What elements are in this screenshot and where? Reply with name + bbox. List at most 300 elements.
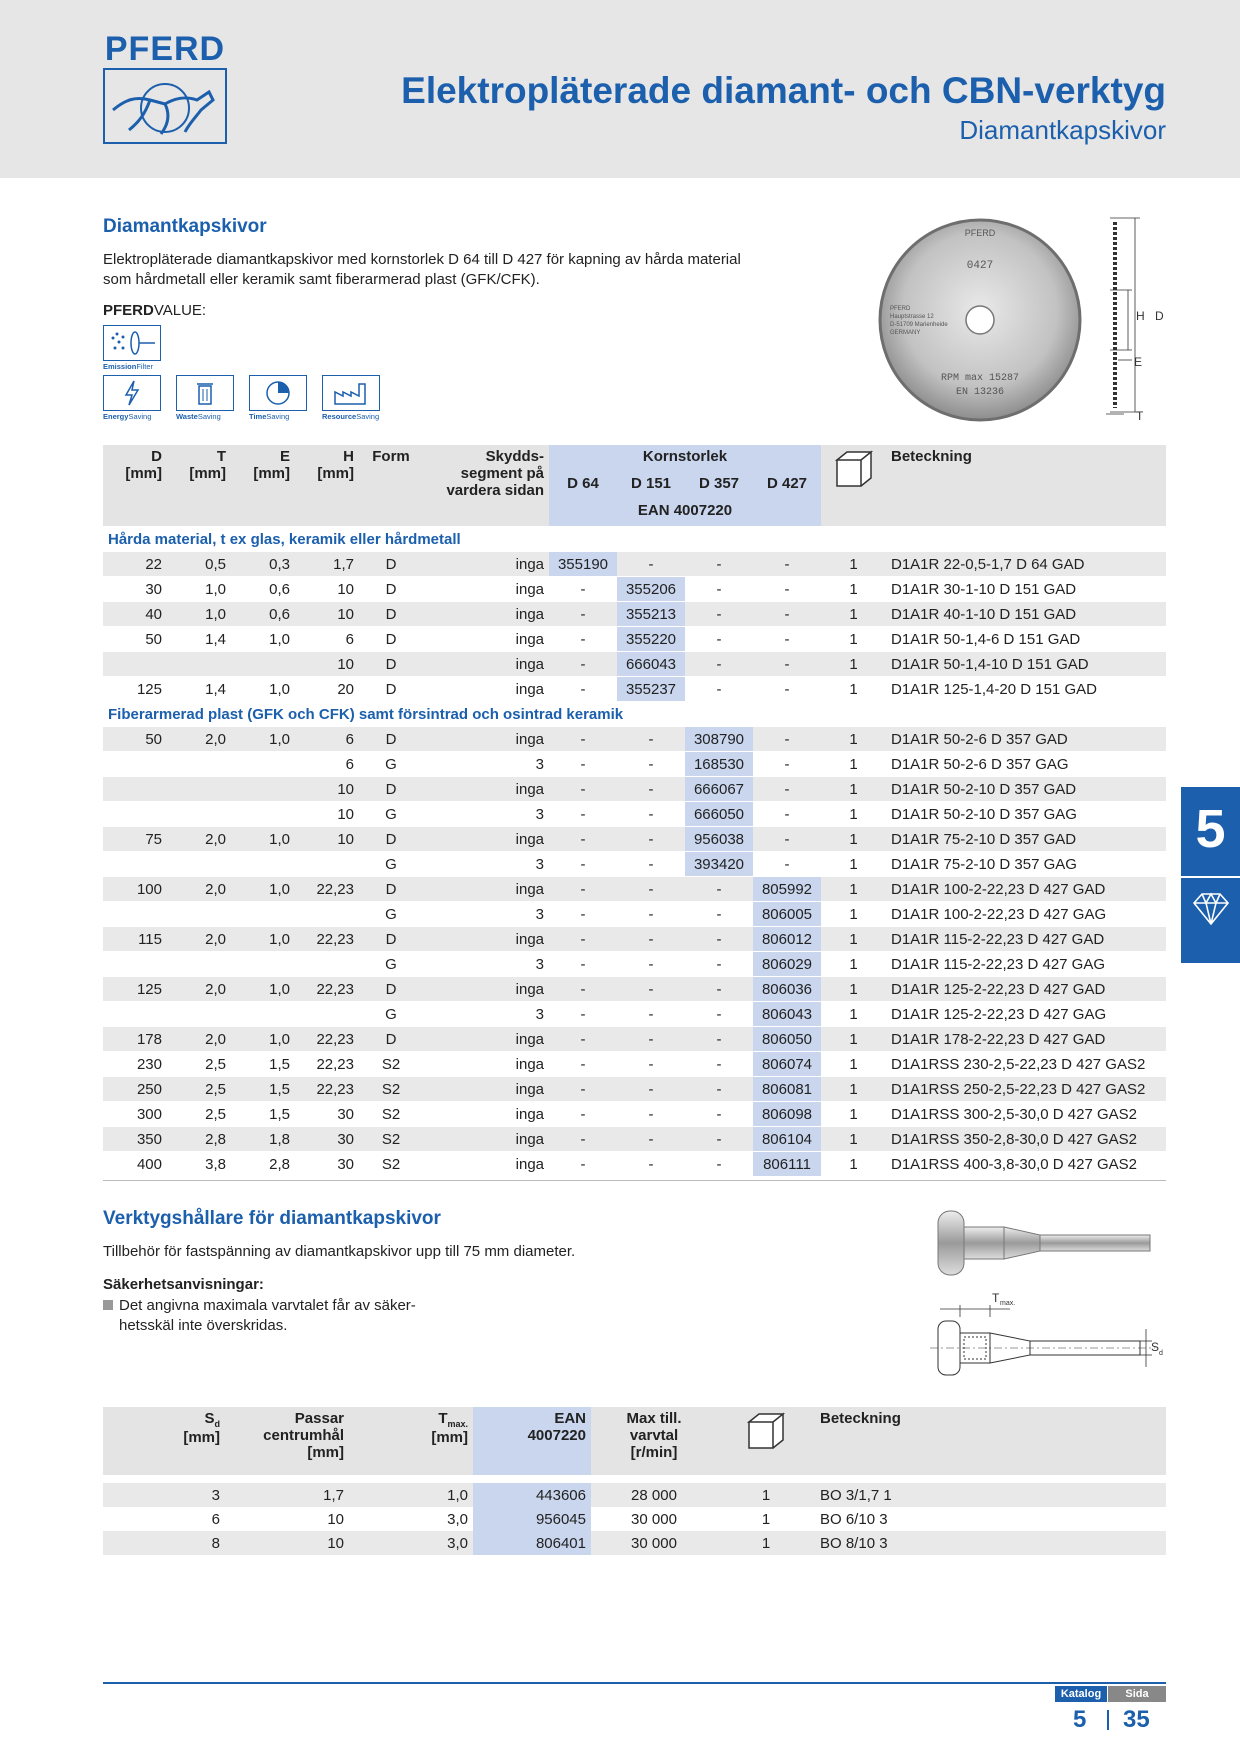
bullet-square-icon xyxy=(103,1300,113,1310)
safety-line2: hetsskäl inte överskridas. xyxy=(119,1317,288,1334)
table-cell: 1 xyxy=(821,927,886,952)
pferd-value-suffix: VALUE: xyxy=(153,302,207,319)
header-skydd1: Skydds- xyxy=(485,448,544,465)
table-cell: 125 xyxy=(103,977,167,1002)
section-divider xyxy=(103,1180,1166,1181)
table-cell xyxy=(167,952,231,977)
dim-d-label: D xyxy=(1155,309,1164,323)
table-cell: 178 xyxy=(103,1027,167,1052)
table-cell: - xyxy=(549,977,617,1002)
table-cell: - xyxy=(617,977,685,1002)
table-cell: - xyxy=(685,652,753,677)
table-row xyxy=(103,952,1166,977)
col-d357-header: D 357 xyxy=(685,472,753,499)
footer-line xyxy=(103,1682,1166,1684)
table-cell: inga xyxy=(423,777,549,802)
disc-grit-text: 0427 xyxy=(966,260,994,272)
table-row xyxy=(103,802,1166,827)
table-cell: - xyxy=(685,927,753,952)
header-tmax: T xyxy=(438,1410,448,1427)
table-cell: 28 000 xyxy=(591,1483,717,1507)
disc-addr4-text: GERMANY xyxy=(890,330,921,336)
table-cell: G xyxy=(359,852,423,877)
table-cell: 75 xyxy=(103,827,167,852)
table-cell: 806098 xyxy=(753,1102,821,1127)
table-cell: inga xyxy=(423,602,549,627)
table-cell: 355213 xyxy=(617,602,685,627)
table-cell: 30 xyxy=(103,577,167,602)
safety-title: Säkerhetsanvisningar: xyxy=(103,1276,264,1293)
footer-sida-label: Sida xyxy=(1108,1686,1166,1702)
table-cell: - xyxy=(617,777,685,802)
col-skydd-header xyxy=(423,445,549,527)
page-title: Elektropläterade diamant- och CBN-verktyg xyxy=(401,70,1166,111)
table-row xyxy=(103,1002,1166,1027)
table-cell: D1A1R 40-1-10 D 151 GAD xyxy=(886,602,1166,627)
table-cell: D1A1R 125-2-22,23 D 427 GAD xyxy=(886,977,1166,1002)
table-cell: 806081 xyxy=(753,1077,821,1102)
table-cell: - xyxy=(549,927,617,952)
safety-line1-text: Det angivna maximala varvtalet får av säker- xyxy=(119,1297,416,1314)
table-cell: - xyxy=(753,802,821,827)
table-cell: 1 xyxy=(821,1002,886,1027)
table-cell: 3 xyxy=(423,1002,549,1027)
table-cell: - xyxy=(753,602,821,627)
table-cell: - xyxy=(685,1027,753,1052)
table-cell: 1 xyxy=(821,1127,886,1152)
col-kornstorlek-header: Kornstorlek xyxy=(549,445,821,472)
header-e: E xyxy=(279,448,290,465)
table-cell: D xyxy=(359,777,423,802)
emission-filter-icon xyxy=(103,325,161,371)
table-cell: 6 xyxy=(295,627,359,652)
table-cell: D1A1R 100-2-22,23 D 427 GAG xyxy=(886,902,1166,927)
dim-t-label: T xyxy=(1136,409,1144,423)
table-cell: 1 xyxy=(821,902,886,927)
table-cell xyxy=(231,852,295,877)
table-cell: 355206 xyxy=(617,577,685,602)
col-ean2-header xyxy=(473,1407,591,1475)
page-header xyxy=(0,0,1240,178)
table-cell: 22,23 xyxy=(295,1077,359,1102)
table-cell: - xyxy=(549,752,617,777)
table-cell: 2,0 xyxy=(167,977,231,1002)
table-row xyxy=(103,727,1166,752)
table-cell xyxy=(103,652,167,677)
table-cell: - xyxy=(617,827,685,852)
table-cell: G xyxy=(359,752,423,777)
diamond-icon xyxy=(1190,891,1232,927)
header-skydd2: segment på xyxy=(460,465,544,482)
table-row xyxy=(103,1027,1166,1052)
table-cell: - xyxy=(549,877,617,902)
table-cell: 1,8 xyxy=(231,1127,295,1152)
table-cell: 2,0 xyxy=(167,827,231,852)
table-cell: 2,5 xyxy=(167,1052,231,1077)
table-cell: 1 xyxy=(821,577,886,602)
table-cell xyxy=(167,1002,231,1027)
table-group-row xyxy=(103,527,1166,552)
table-cell: - xyxy=(549,1052,617,1077)
header-unit: [mm] xyxy=(253,465,290,482)
icon-label-suffix: Saving xyxy=(356,412,380,421)
table-cell: inga xyxy=(423,627,549,652)
table-cell: - xyxy=(617,1102,685,1127)
table-cell: - xyxy=(549,677,617,702)
icon-label-name: Emission xyxy=(103,362,137,371)
footer-katalog-label: Katalog xyxy=(1055,1686,1107,1702)
table-cell: - xyxy=(549,652,617,677)
resource-saving-icon xyxy=(322,375,380,421)
table-cell: S2 xyxy=(359,1127,423,1152)
icon-label-suffix: Saving xyxy=(197,412,221,421)
table-cell: 10 xyxy=(225,1531,349,1555)
table-cell: 308790 xyxy=(685,727,753,752)
table-cell: 1,7 xyxy=(225,1483,349,1507)
col-maxvarvtal-header xyxy=(591,1407,717,1475)
icon-label-suffix: Saving xyxy=(128,412,152,421)
table-cell: - xyxy=(685,627,753,652)
table-cell: - xyxy=(617,952,685,977)
holder-text: Tillbehör för fastspänning av diamantkapskivor upp till 75 mm diameter. xyxy=(103,1243,576,1260)
table-cell: - xyxy=(685,1102,753,1127)
table-cell: 300 xyxy=(103,1102,167,1127)
header-ean2: 4007220 xyxy=(527,1427,586,1444)
dim-tmax-sub: max. xyxy=(1000,1300,1016,1307)
table-cell: - xyxy=(685,1052,753,1077)
table-cell: 30 xyxy=(295,1127,359,1152)
header-ean1: EAN xyxy=(554,1410,586,1427)
header-max3: [r/min] xyxy=(630,1444,678,1461)
header-passar3: [mm] xyxy=(307,1444,344,1461)
table-cell xyxy=(231,752,295,777)
table-cell xyxy=(295,952,359,977)
table-cell: D1A1RSS 250-2,5-22,23 D 427 GAS2 xyxy=(886,1077,1166,1102)
table-row xyxy=(103,752,1166,777)
table-cell: - xyxy=(549,577,617,602)
icon-label-suffix: Filter xyxy=(136,362,154,371)
table-cell: 806104 xyxy=(753,1127,821,1152)
table-cell: 666050 xyxy=(685,802,753,827)
col-ean-header: EAN 4007220 xyxy=(549,499,821,527)
table-row xyxy=(103,902,1166,927)
table-cell: 1 xyxy=(821,552,886,577)
table-row xyxy=(103,552,1166,577)
table-cell: G xyxy=(359,802,423,827)
table-cell: 10 xyxy=(295,802,359,827)
table-cell: D1A1R 50-1,4-6 D 151 GAD xyxy=(886,627,1166,652)
table-cell xyxy=(167,902,231,927)
table-cell: 10 xyxy=(295,602,359,627)
col-d427-header: D 427 xyxy=(753,472,821,499)
table-cell: 3 xyxy=(423,752,549,777)
table-cell: 1 xyxy=(821,802,886,827)
package-icon xyxy=(717,1407,815,1475)
chapter-side-tab xyxy=(1181,787,1240,963)
table-cell xyxy=(167,752,231,777)
table-cell: G xyxy=(359,1002,423,1027)
table-cell: inga xyxy=(423,1102,549,1127)
table-row xyxy=(103,1507,1166,1531)
dim-h-label: H xyxy=(1136,309,1145,323)
table-cell: D xyxy=(359,877,423,902)
table-cell: 230 xyxy=(103,1052,167,1077)
table-cell: 168530 xyxy=(685,752,753,777)
table-cell: inga xyxy=(423,727,549,752)
table-cell: 956038 xyxy=(685,827,753,852)
table-cell: 350 xyxy=(103,1127,167,1152)
table-cell: 3 xyxy=(423,952,549,977)
table-cell: - xyxy=(685,602,753,627)
table-cell: - xyxy=(549,902,617,927)
table-cell: D1A1R 178-2-22,23 D 427 GAD xyxy=(886,1027,1166,1052)
table-cell: 22,23 xyxy=(295,1052,359,1077)
table-row xyxy=(103,1052,1166,1077)
table-cell: 806012 xyxy=(753,927,821,952)
table-cell: 10 xyxy=(295,577,359,602)
header-unit: [mm] xyxy=(317,465,354,482)
table-cell: 1,0 xyxy=(231,827,295,852)
table-cell: 806111 xyxy=(753,1152,821,1177)
table-cell: - xyxy=(753,852,821,877)
table-cell: 1 xyxy=(821,727,886,752)
table-cell: D1A1RSS 300-2,5-30,0 D 427 GAS2 xyxy=(886,1102,1166,1127)
table-cell: 1,0 xyxy=(231,677,295,702)
table-cell: 6 xyxy=(295,752,359,777)
table-cell: 1 xyxy=(821,677,886,702)
table-cell: 8 xyxy=(103,1531,225,1555)
table-cell: - xyxy=(549,852,617,877)
dim-tmax-label: T xyxy=(992,1291,1000,1305)
table-cell: 6 xyxy=(103,1507,225,1531)
table-cell: 22 xyxy=(103,552,167,577)
table-cell: 10 xyxy=(295,827,359,852)
table-row xyxy=(103,977,1166,1002)
table-row xyxy=(103,877,1166,902)
table-cell xyxy=(103,952,167,977)
table-cell: 956045 xyxy=(473,1507,591,1531)
table-cell xyxy=(167,777,231,802)
table-cell: - xyxy=(617,1127,685,1152)
intro-text-line2: som hårdmetall eller keramik samt fiberarmerad plast (GFK/CFK). xyxy=(103,271,540,288)
table-cell: - xyxy=(617,852,685,877)
group-title: Fiberarmerad plast (GFK och CFK) samt försintrad och osintrad keramik xyxy=(103,702,1166,727)
col-d64-header: D 64 xyxy=(549,472,617,499)
table-cell: S2 xyxy=(359,1102,423,1127)
table-group-row xyxy=(103,702,1166,727)
table-cell: inga xyxy=(423,877,549,902)
dim-e-label: E xyxy=(1134,355,1143,369)
waste-saving-icon xyxy=(176,375,234,421)
disc-addr3-text: D-51709 Marienheide xyxy=(890,322,948,328)
chapter-number: 5 xyxy=(1195,799,1226,859)
table-cell: 1 xyxy=(821,1102,886,1127)
table-cell: D1A1R 50-1,4-10 D 151 GAD xyxy=(886,652,1166,677)
table-cell: D xyxy=(359,927,423,952)
table-cell: 1 xyxy=(717,1531,815,1555)
header-unit: [mm] xyxy=(125,465,162,482)
table-cell xyxy=(295,902,359,927)
table-cell: 20 xyxy=(295,677,359,702)
table-cell: 806005 xyxy=(753,902,821,927)
table-cell: - xyxy=(617,927,685,952)
table-cell: - xyxy=(617,1027,685,1052)
table-cell: 0,5 xyxy=(167,552,231,577)
table-cell: G xyxy=(359,952,423,977)
icon-label-suffix: Saving xyxy=(266,412,290,421)
pferd-logo xyxy=(103,32,227,143)
table-cell: 2,0 xyxy=(167,1027,231,1052)
table-cell: 1,0 xyxy=(231,927,295,952)
table-cell: - xyxy=(617,727,685,752)
table-cell xyxy=(231,952,295,977)
table-cell: - xyxy=(549,1002,617,1027)
table-cell xyxy=(167,802,231,827)
table-cell: D1A1R 125-2-22,23 D 427 GAG xyxy=(886,1002,1166,1027)
table-cell: - xyxy=(685,1002,753,1027)
table2-header-row xyxy=(103,1407,1166,1475)
group-title: Hårda material, t ex glas, keramik eller hårdmetall xyxy=(103,527,1166,552)
table-cell: 355190 xyxy=(549,552,617,577)
table-cell: 1,4 xyxy=(167,677,231,702)
table-cell: 22,23 xyxy=(295,927,359,952)
table-row xyxy=(103,1077,1166,1102)
table-cell: BO 8/10 3 xyxy=(815,1531,1166,1555)
table-cell: 1,0 xyxy=(231,727,295,752)
table-cell: 1,4 xyxy=(167,627,231,652)
table-cell xyxy=(295,852,359,877)
table-cell: 393420 xyxy=(685,852,753,877)
table-cell: 30 xyxy=(295,1102,359,1127)
table-cell: D xyxy=(359,652,423,677)
table-cell: 1 xyxy=(821,827,886,852)
table-cell: 1,0 xyxy=(231,877,295,902)
table-cell xyxy=(103,852,167,877)
header-skydd3: vardera sidan xyxy=(446,482,544,499)
table-cell: - xyxy=(753,777,821,802)
table-cell: - xyxy=(753,827,821,852)
table-cell: - xyxy=(617,1152,685,1177)
table-cell: 40 xyxy=(103,602,167,627)
table-cell: - xyxy=(685,577,753,602)
table-header-row xyxy=(103,445,1166,472)
table-cell: D1A1R 115-2-22,23 D 427 GAD xyxy=(886,927,1166,952)
table-cell: 1 xyxy=(821,852,886,877)
table-cell: - xyxy=(753,677,821,702)
table-cell xyxy=(167,652,231,677)
icon-label-name: Waste xyxy=(176,412,198,421)
table-cell: inga xyxy=(423,1127,549,1152)
col-h-header xyxy=(295,445,359,527)
table-row xyxy=(103,1152,1166,1177)
table-row xyxy=(103,827,1166,852)
table-cell: - xyxy=(617,552,685,577)
table-row xyxy=(103,1102,1166,1127)
icon-label-name: Resource xyxy=(322,412,357,421)
table-cell: D1A1R 50-2-6 D 357 GAG xyxy=(886,752,1166,777)
table-cell: - xyxy=(685,902,753,927)
table-cell: D xyxy=(359,552,423,577)
table-cell: inga xyxy=(423,1027,549,1052)
col-beteckning-header: Beteckning xyxy=(886,445,1166,527)
table-cell: inga xyxy=(423,1052,549,1077)
table-cell: 806043 xyxy=(753,1002,821,1027)
table-cell: 806036 xyxy=(753,977,821,1002)
table-row xyxy=(103,1531,1166,1555)
table-cell: 1 xyxy=(821,627,886,652)
table-cell: D xyxy=(359,577,423,602)
col-sd-header xyxy=(103,1407,225,1475)
table-cell: D1A1R 50-2-10 D 357 GAD xyxy=(886,777,1166,802)
table-cell xyxy=(167,852,231,877)
table-cell: - xyxy=(753,752,821,777)
package-icon xyxy=(821,445,886,527)
table-cell: D1A1R 30-1-10 D 151 GAD xyxy=(886,577,1166,602)
table-cell: D xyxy=(359,727,423,752)
table-row xyxy=(103,677,1166,702)
disc-addr2-text: Hauptstrasse 12 xyxy=(890,314,934,320)
diamond-disc-image xyxy=(870,210,1170,430)
col-d151-header: D 151 xyxy=(617,472,685,499)
table-cell: - xyxy=(617,877,685,902)
table-cell: 1 xyxy=(821,752,886,777)
table-cell: 1,0 xyxy=(231,977,295,1002)
table-row xyxy=(103,852,1166,877)
table-cell: D1A1R 115-2-22,23 D 427 GAG xyxy=(886,952,1166,977)
table-cell: - xyxy=(753,552,821,577)
table-cell: inga xyxy=(423,977,549,1002)
col-passar-header xyxy=(225,1407,349,1475)
table-cell: 22,23 xyxy=(295,877,359,902)
table-cell: - xyxy=(617,802,685,827)
verktygshallare-table xyxy=(103,1407,1166,1555)
table-row xyxy=(103,777,1166,802)
table-cell: D1A1RSS 230-2,5-22,23 D 427 GAS2 xyxy=(886,1052,1166,1077)
header-max1: Max till. xyxy=(626,1410,682,1427)
icon-label-name: Energy xyxy=(103,412,129,421)
table-cell: BO 3/1,7 1 xyxy=(815,1483,1166,1507)
table-cell: 2,0 xyxy=(167,727,231,752)
col-t-header xyxy=(167,445,231,527)
table-cell: 2,8 xyxy=(167,1127,231,1152)
table-cell: inga xyxy=(423,1077,549,1102)
table-cell: S2 xyxy=(359,1052,423,1077)
table-cell xyxy=(103,1002,167,1027)
table-cell xyxy=(103,777,167,802)
table-row xyxy=(103,602,1166,627)
dim-sd-label: S xyxy=(1151,1340,1160,1354)
table-cell: - xyxy=(549,727,617,752)
table-cell: - xyxy=(685,1152,753,1177)
table-cell: 10 xyxy=(225,1507,349,1531)
table-cell: 0,6 xyxy=(231,602,295,627)
table-cell: - xyxy=(685,1127,753,1152)
table-cell: - xyxy=(617,752,685,777)
table-cell: - xyxy=(549,1077,617,1102)
table-row xyxy=(103,1483,1166,1507)
table-cell: 250 xyxy=(103,1077,167,1102)
pferd-value-label xyxy=(103,302,206,319)
disc-addr1-text: PFERD xyxy=(890,306,911,312)
table-cell: - xyxy=(617,1002,685,1027)
table-cell: inga xyxy=(423,927,549,952)
table-cell xyxy=(295,1002,359,1027)
table-cell: D xyxy=(359,602,423,627)
logo-text: PFERD xyxy=(104,30,226,68)
icon-label-name: Time xyxy=(249,412,267,421)
table-cell: 30 xyxy=(295,1152,359,1177)
table-cell: - xyxy=(549,1102,617,1127)
